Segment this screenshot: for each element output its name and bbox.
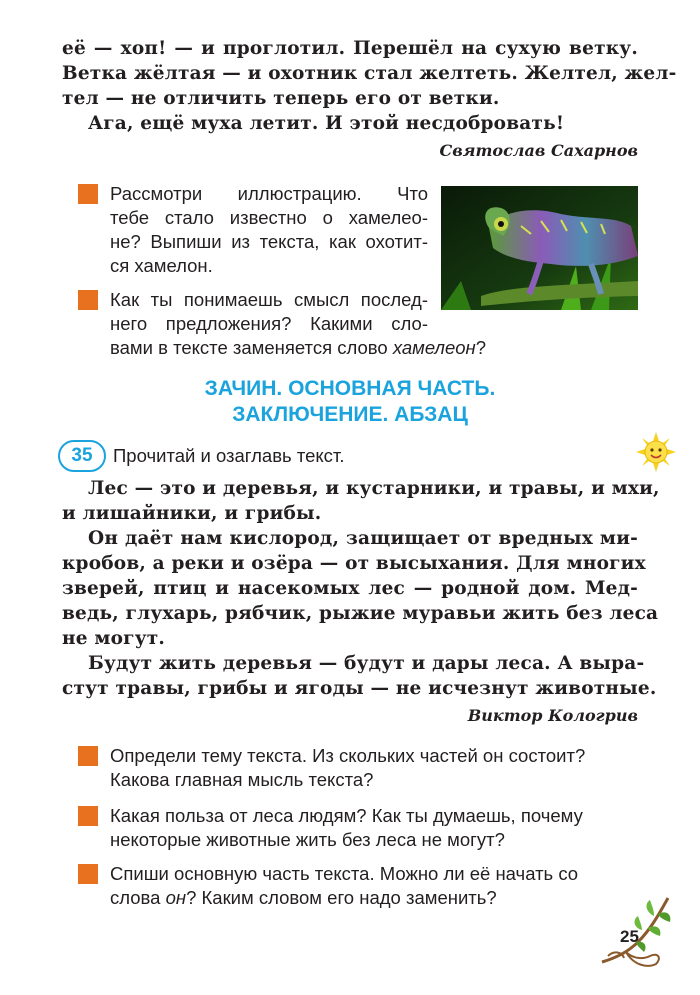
- task-marker: [78, 746, 98, 766]
- story2-text: [62, 476, 660, 701]
- chameleon-image: [441, 186, 638, 310]
- task-line: вами в тексте заменяется слово хамелеон?: [110, 337, 487, 358]
- section-heading: [62, 376, 638, 428]
- page-number: 25: [620, 927, 639, 946]
- task-line: Как ты понимаешь смысл послед-: [110, 289, 428, 310]
- task-line: слова он? Каким словом его надо заменить?: [110, 887, 497, 908]
- heading-line-1: ЗАЧИН. ОСНОВНАЯ ЧАСТЬ.: [204, 377, 496, 400]
- task-1: [110, 182, 428, 278]
- story2-author: Виктор Кологрив: [467, 706, 638, 725]
- story2-line: стут травы, грибы и ягоды — не исчезнут животные.: [62, 678, 657, 699]
- task-line: тебе стало известно о хамелео-: [110, 207, 428, 228]
- story1-text: [62, 36, 677, 136]
- task-line: не? Выпиши из текста, как охотит-: [110, 231, 428, 252]
- task-line: него предложения? Какими сло-: [110, 313, 428, 334]
- story1-line: тел — не отличить теперь его от ветки.: [62, 88, 500, 109]
- story2-line: и лишайники, и грибы.: [62, 503, 322, 524]
- task-5: [110, 862, 638, 910]
- story2-line: Будут жить деревья — будут и дары леса. А выра-: [88, 653, 645, 674]
- task-marker: [78, 864, 98, 884]
- task-line: Какова главная мысль текста?: [110, 769, 374, 790]
- sun-icon: [636, 432, 676, 472]
- exercise-instruction: Прочитай и озаглавь текст.: [113, 445, 345, 466]
- task-line: Определи тему текста. Из скольких частей он состоит?: [110, 745, 586, 766]
- task-marker: [78, 290, 98, 310]
- heading-line-2: ЗАКЛЮЧЕНИЕ. АБЗАЦ: [232, 403, 468, 426]
- task-line: Спиши основную часть текста. Можно ли её начать со: [110, 863, 579, 884]
- task-line: Рассмотри иллюстрацию. Что: [110, 183, 428, 204]
- task-3: [110, 744, 638, 792]
- task-4: [110, 804, 638, 852]
- story2-line: Он даёт нам кислород, защищает от вредных ми-: [88, 528, 638, 549]
- story2-line: зверей, птиц и насекомых лес — родной дом. Мед-: [62, 578, 638, 599]
- story2-line: кробов, а реки и озёра — от высыхания. Для многих: [62, 553, 646, 574]
- story1-author: Святослав Сахарнов: [439, 141, 638, 160]
- story2-line: ведь, глухарь, рябчик, рыжие муравьи жить без леса: [62, 603, 659, 624]
- chameleon-illustration: [441, 186, 638, 310]
- task-line: некоторые животные жить без леса не могут?: [110, 829, 505, 850]
- task-line: ся хамелон.: [110, 255, 213, 276]
- emphasized-word: хамелеон: [392, 337, 476, 358]
- task-marker: [78, 806, 98, 826]
- task-2: [110, 288, 487, 360]
- story1-line: Ветка жёлтая — и охотник стал желтеть. Желтел, жел-: [62, 63, 677, 84]
- task-line: Какая польза от леса людям? Как ты думаешь, почему: [110, 805, 583, 826]
- story1-line: Ага, ещё муха летит. И этой несдобровать!: [88, 113, 565, 134]
- exercise-number-badge: 35: [58, 440, 106, 472]
- story2-line: не могут.: [62, 628, 166, 649]
- emphasized-word: он: [165, 887, 187, 908]
- story2-line: Лес — это и деревья, и кустарники, и травы, и мхи,: [88, 478, 660, 499]
- story1-line: её — хоп! — и проглотил. Перешёл на сухую ветку.: [62, 38, 638, 59]
- task-marker: [78, 184, 98, 204]
